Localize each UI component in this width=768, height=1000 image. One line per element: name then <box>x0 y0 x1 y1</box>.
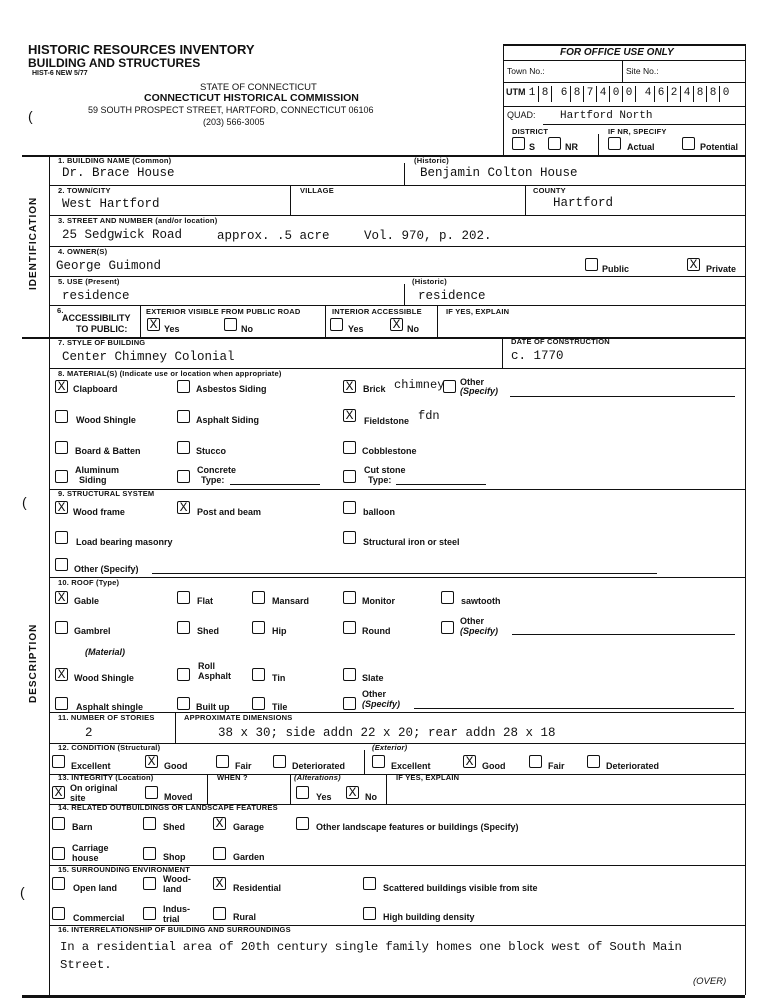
residential-label: Residential <box>233 883 282 893</box>
woodland-label-2: land <box>163 884 182 894</box>
struct-deteriorated-label: Deteriorated <box>292 761 346 771</box>
stories-value: 2 <box>85 726 93 740</box>
interrelationship-line-2: Street. <box>60 958 112 972</box>
volume-value: Vol. 970, p. 202. <box>364 229 492 243</box>
ext-deteriorated-checkbox[interactable] <box>587 755 600 768</box>
brick-checkbox[interactable]: X <box>343 380 356 393</box>
outbuilding-shed-checkbox[interactable] <box>143 817 156 830</box>
woodland-label: Wood- <box>163 874 191 884</box>
sawtooth-label: sawtooth <box>461 596 501 606</box>
tin-label: Tin <box>272 673 286 683</box>
use-historic-value: residence <box>418 289 486 303</box>
interior-accessible-label: INTERIOR ACCESSIBLE <box>332 307 422 316</box>
carriage-house-checkbox[interactable] <box>52 847 65 860</box>
wood-shingle-checkbox[interactable] <box>55 410 68 423</box>
asbestos-label: Asbestos Siding <box>196 384 267 394</box>
owner-public-label: Public <box>602 264 630 274</box>
landscape-other-checkbox[interactable] <box>296 817 309 830</box>
integrity-when-label: WHEN ? <box>217 773 248 782</box>
district-nr-label: NR <box>565 142 578 152</box>
owner-private-label: Private <box>706 264 737 274</box>
district-s-checkbox[interactable] <box>512 137 525 150</box>
asphalt-shingle-checkbox[interactable] <box>55 697 68 710</box>
carriage-house-label-2: house <box>72 853 99 863</box>
exterior-no-label: No <box>241 324 253 334</box>
ext-good-checkbox[interactable]: X <box>463 755 476 768</box>
district-s-label: S <box>529 142 536 152</box>
utm-digit-divider <box>609 86 610 102</box>
town-city-label: 2. TOWN/CITY <box>58 186 111 195</box>
margin-mark: ( <box>28 108 33 124</box>
nr-potential-label: Potential <box>700 142 739 152</box>
struct-fair-checkbox[interactable] <box>216 755 229 768</box>
town-no-label: Town No.: <box>507 66 545 76</box>
material-other-checkbox[interactable] <box>443 380 456 393</box>
nr-actual-label: Actual <box>627 142 655 152</box>
over-label: (OVER) <box>693 976 727 987</box>
asphalt-shingle-label: Asphalt shingle <box>76 702 144 712</box>
utm-digit: 0 <box>612 87 620 99</box>
wood-frame-label: Wood frame <box>73 507 125 517</box>
stucco-label: Stucco <box>196 446 227 456</box>
sawtooth-checkbox[interactable] <box>441 591 454 604</box>
ext-excellent-checkbox[interactable] <box>372 755 385 768</box>
margin-mark: ( <box>22 494 27 510</box>
clapboard-label: Clapboard <box>73 384 118 394</box>
flat-checkbox[interactable] <box>177 591 190 604</box>
style-label: 7. STYLE OF BUILDING <box>58 338 146 347</box>
struct-good-label: Good <box>164 761 188 771</box>
date-construction-label: DATE OF CONSTRUCTION <box>511 337 610 346</box>
stories-label: 11. NUMBER OF STORIES <box>58 713 155 722</box>
material-other-label: Other <box>460 377 485 387</box>
interior-no-checkbox[interactable]: X <box>390 318 403 331</box>
county-value: Hartford <box>553 196 614 210</box>
roof-wood-shingle-checkbox[interactable]: X <box>55 668 68 681</box>
ext-fair-label: Fair <box>548 761 565 771</box>
hip-checkbox[interactable] <box>252 621 265 634</box>
village-label: VILLAGE <box>300 186 334 195</box>
mansard-checkbox[interactable] <box>252 591 265 604</box>
cut-stone-type-label: Type: <box>368 475 392 485</box>
accessibility-label-2: TO PUBLIC: <box>76 324 128 334</box>
form-number: HIST-6 NEW 5/77 <box>32 70 88 77</box>
owner-public-checkbox[interactable] <box>585 258 598 271</box>
nr-actual-checkbox[interactable] <box>608 137 621 150</box>
utm-digit: 0 <box>625 87 633 99</box>
use-present-value: residence <box>62 289 130 303</box>
aluminum-label: Aluminum <box>75 465 119 475</box>
balloon-checkbox[interactable] <box>343 501 356 514</box>
shed-roof-label: Shed <box>197 626 220 636</box>
on-original-site-checkbox[interactable]: X <box>52 786 65 799</box>
utm-digit: 4 <box>644 87 652 99</box>
utm-digit-divider <box>667 86 668 102</box>
brick-note: chimney <box>394 378 445 392</box>
identification-section-label: IDENTIFICATION <box>28 196 39 290</box>
stucco-checkbox[interactable] <box>177 441 190 454</box>
utm-digit-divider <box>583 86 584 102</box>
post-beam-checkbox[interactable]: X <box>177 501 190 514</box>
utm-digit-divider <box>622 86 623 102</box>
concrete-label: Concrete <box>197 465 237 475</box>
utm-label: UTM <box>506 87 526 97</box>
building-common-name: Dr. Brace House <box>62 166 175 180</box>
slate-label: Slate <box>362 673 384 683</box>
round-checkbox[interactable] <box>343 621 356 634</box>
clapboard-checkbox[interactable]: X <box>55 380 68 393</box>
open-land-label: Open land <box>73 883 118 893</box>
concrete-checkbox[interactable] <box>177 470 190 483</box>
wood-shingle-label: Wood Shingle <box>76 415 136 425</box>
utm-digit-divider <box>693 86 694 102</box>
commission-name: CONNECTICUT HISTORICAL COMMISSION <box>144 92 359 104</box>
county-label: COUNTY <box>533 186 566 195</box>
shop-label: Shop <box>163 852 186 862</box>
street-value: 25 Sedgwick Road <box>62 228 183 242</box>
utm-digit-divider <box>654 86 655 102</box>
district-nr-checkbox[interactable] <box>548 137 561 150</box>
gambrel-label: Gambrel <box>74 626 111 636</box>
roof-material-label: (Material) <box>85 647 126 657</box>
building-historic-name: Benjamin Colton House <box>420 166 578 180</box>
monitor-label: Monitor <box>362 596 395 606</box>
owner-label: 4. OWNER(S) <box>58 247 108 256</box>
roof-other-label: Other <box>460 616 485 626</box>
carriage-house-label: Carriage <box>72 843 109 853</box>
shop-checkbox[interactable] <box>143 847 156 860</box>
utm-digit-divider <box>570 86 571 102</box>
owner-private-checkbox[interactable]: X <box>687 258 700 271</box>
garage-checkbox[interactable]: X <box>213 817 226 830</box>
utm-digit: 4 <box>683 87 691 99</box>
structural-other-label: Other (Specify) <box>74 564 139 574</box>
round-label: Round <box>362 626 391 636</box>
dimensions-value: 38 x 30; side addn 22 x 20; rear addn 28 x 18 <box>218 726 556 740</box>
roof-type-label: 10. ROOF (Type) <box>58 578 120 587</box>
utm-digit-divider <box>596 86 597 102</box>
roll-asphalt-checkbox[interactable] <box>177 668 190 681</box>
landscape-other-label: Other landscape features or buildings (Specify) <box>316 822 519 832</box>
industrial-label-2: trial <box>163 914 180 924</box>
fieldstone-note: fdn <box>418 409 440 423</box>
garden-label: Garden <box>233 852 265 862</box>
ext-deteriorated-label: Deteriorated <box>606 761 660 771</box>
struct-excellent-checkbox[interactable] <box>52 755 65 768</box>
interior-yes-label: Yes <box>348 324 364 334</box>
high-density-checkbox[interactable] <box>363 907 376 920</box>
condition-label: 12. CONDITION (Structural) <box>58 743 161 752</box>
roof-wood-shingle-label: Wood Shingle <box>74 673 134 683</box>
integrity-label: 13. INTEGRITY (Location) <box>58 773 154 782</box>
structural-label: 9. STRUCTURAL SYSTEM <box>58 489 155 498</box>
commercial-checkbox[interactable] <box>52 907 65 920</box>
utm-digits <box>527 84 743 104</box>
utm-digit: 8 <box>709 87 717 99</box>
condition-exterior-label: (Exterior) <box>372 743 408 752</box>
materials-label: 8. MATERIAL(S) (Indicate use or location when appropriate) <box>58 369 282 378</box>
nr-specify-label: IF NR, SPECIFY <box>608 127 667 136</box>
town-value: West Hartford <box>62 197 160 211</box>
utm-digit: 8 <box>573 87 581 99</box>
scattered-buildings-checkbox[interactable] <box>363 877 376 890</box>
structural-other-checkbox[interactable] <box>55 558 68 571</box>
utm-digit-divider <box>635 86 636 102</box>
wood-frame-checkbox[interactable]: X <box>55 501 68 514</box>
utm-digit-divider <box>719 86 720 102</box>
load-bearing-checkbox[interactable] <box>55 531 68 544</box>
aluminum-checkbox[interactable] <box>55 470 68 483</box>
garage-label: Garage <box>233 822 265 832</box>
struct-deteriorated-checkbox[interactable] <box>273 755 286 768</box>
interrelationship-label: 16. INTERRELATIONSHIP OF BUILDING AND SURROUNDINGS <box>58 925 291 934</box>
commercial-label: Commercial <box>73 913 125 923</box>
nr-potential-checkbox[interactable] <box>682 137 695 150</box>
utm-digit: 1 <box>528 87 536 99</box>
aluminum-label-2: Siding <box>79 475 107 485</box>
building-name-historic-label: (Historic) <box>414 156 449 165</box>
high-density-label: High building density <box>383 912 475 922</box>
utm-digit: 4 <box>599 87 607 99</box>
utm-digit: 8 <box>696 87 704 99</box>
quad-label: QUAD: <box>507 110 536 120</box>
commission-address: 59 SOUTH PROSPECT STREET, HARTFORD, CONNECTICUT 06106 <box>88 105 374 115</box>
utm-digit-divider <box>680 86 681 102</box>
form-subtitle: BUILDING AND STRUCTURES <box>28 56 201 70</box>
outbuilding-shed-label: Shed <box>163 822 186 832</box>
post-beam-label: Post and beam <box>197 507 262 517</box>
rural-checkbox[interactable] <box>213 907 226 920</box>
utm-digit: 7 <box>586 87 594 99</box>
asphalt-siding-checkbox[interactable] <box>177 410 190 423</box>
roof-other-checkbox[interactable] <box>441 621 454 634</box>
asbestos-checkbox[interactable] <box>177 380 190 393</box>
interior-no-label: No <box>407 324 419 334</box>
struct-excellent-label: Excellent <box>71 761 111 771</box>
owner-value: George Guimond <box>56 259 162 273</box>
open-land-checkbox[interactable] <box>52 877 65 890</box>
monitor-checkbox[interactable] <box>343 591 356 604</box>
exterior-yes-label: Yes <box>164 324 180 334</box>
office-use-title: FOR OFFICE USE ONLY <box>560 47 674 58</box>
shed-roof-checkbox[interactable] <box>177 621 190 634</box>
struct-good-checkbox[interactable]: X <box>145 755 158 768</box>
garden-checkbox[interactable] <box>213 847 226 860</box>
fieldstone-checkbox[interactable]: X <box>343 409 356 422</box>
structural-iron-label: Structural iron or steel <box>363 537 460 547</box>
hip-label: Hip <box>272 626 287 636</box>
gable-checkbox[interactable]: X <box>55 591 68 604</box>
form-title: HISTORIC RESOURCES INVENTORY <box>28 42 255 57</box>
acre-value: approx. .5 acre <box>217 229 330 243</box>
interior-yes-checkbox[interactable] <box>330 318 343 331</box>
asphalt-siding-label: Asphalt Siding <box>196 415 259 425</box>
use-historic-label: (Historic) <box>412 277 447 286</box>
flat-label: Flat <box>197 596 214 606</box>
tile-checkbox[interactable] <box>252 697 265 710</box>
street-label: 3. STREET AND NUMBER (and/or location) <box>58 216 218 225</box>
exterior-no-checkbox[interactable] <box>224 318 237 331</box>
mansard-label: Mansard <box>272 596 310 606</box>
residential-checkbox[interactable]: X <box>213 877 226 890</box>
gambrel-checkbox[interactable] <box>55 621 68 634</box>
ext-fair-checkbox[interactable] <box>529 755 542 768</box>
ext-excellent-label: Excellent <box>391 761 431 771</box>
balloon-label: balloon <box>363 507 395 517</box>
fieldstone-label: Fieldstone <box>364 416 410 426</box>
quad-value: Hartford North <box>560 110 653 122</box>
industrial-checkbox[interactable] <box>143 907 156 920</box>
load-bearing-label: Load bearing masonry <box>76 537 173 547</box>
roof-material-other-label: Other <box>362 689 387 699</box>
environment-label: 15. SURROUNDING ENVIRONMENT <box>58 865 191 874</box>
industrial-label: Indus- <box>163 904 190 914</box>
style-value: Center Chimney Colonial <box>62 350 235 364</box>
cut-stone-checkbox[interactable] <box>343 470 356 483</box>
roof-material-other-checkbox[interactable] <box>343 697 356 710</box>
built-up-label: Built up <box>196 702 230 712</box>
exterior-yes-checkbox[interactable]: X <box>147 318 160 331</box>
accessibility-num: 6. <box>57 306 64 315</box>
alterations-label: (Alterations) <box>294 773 341 782</box>
alterations-no-checkbox[interactable]: X <box>346 786 359 799</box>
structural-iron-checkbox[interactable] <box>343 531 356 544</box>
slate-checkbox[interactable] <box>343 668 356 681</box>
built-up-checkbox[interactable] <box>177 697 190 710</box>
outbuildings-label: 14. RELATED OUTBUILDINGS OR LANDSCAPE FEATURES <box>58 803 278 812</box>
site-no-label: Site No.: <box>626 66 659 76</box>
woodland-checkbox[interactable] <box>143 877 156 890</box>
utm-digit: 6 <box>657 87 665 99</box>
barn-label: Barn <box>72 822 93 832</box>
interrelationship-line-1: In a residential area of 20th century single family homes one block west of South Main <box>60 940 682 954</box>
material-specify-label: (Specify) <box>460 386 499 396</box>
board-batten-label: Board & Batten <box>75 446 141 456</box>
struct-fair-label: Fair <box>235 761 252 771</box>
moved-label: Moved <box>164 792 193 802</box>
utm-digit: 8 <box>541 87 549 99</box>
district-label: DISTRICT <box>512 127 549 136</box>
accessibility-label: ACCESSIBILITY <box>62 313 131 323</box>
exterior-visible-label: EXTERIOR VISIBLE FROM PUBLIC ROAD <box>146 307 301 316</box>
commission-phone: (203) 566-3005 <box>203 117 265 127</box>
tile-label: Tile <box>272 702 288 712</box>
scattered-buildings-label: Scattered buildings visible from site <box>383 883 538 893</box>
ext-good-label: Good <box>482 761 506 771</box>
dimensions-label: APPROXIMATE DIMENSIONS <box>184 713 293 722</box>
utm-digit-divider <box>551 86 552 102</box>
building-name-label: 1. BUILDING NAME (Common) <box>58 156 172 165</box>
gable-label: Gable <box>74 596 100 606</box>
roll-asphalt-label: Roll <box>198 661 215 671</box>
use-present-label: 5. USE (Present) <box>58 277 120 286</box>
utm-digit: 2 <box>670 87 678 99</box>
tin-checkbox[interactable] <box>252 668 265 681</box>
cobblestone-label: Cobblestone <box>362 446 417 456</box>
moved-checkbox[interactable] <box>145 786 158 799</box>
margin-mark: ( <box>20 884 25 900</box>
alterations-yes-label: Yes <box>316 792 332 802</box>
utm-digit: 0 <box>722 87 730 99</box>
alterations-yes-checkbox[interactable] <box>296 786 309 799</box>
board-batten-checkbox[interactable] <box>55 441 68 454</box>
rural-label: Rural <box>233 912 257 922</box>
integrity-explain-label: IF YES, EXPLAIN <box>396 773 460 782</box>
utm-digit-divider <box>538 86 539 102</box>
roof-specify-label: (Specify) <box>460 626 499 636</box>
cut-stone-label: Cut stone <box>364 465 406 475</box>
roof-material-specify-label: (Specify) <box>362 699 401 709</box>
cobblestone-checkbox[interactable] <box>343 441 356 454</box>
brick-label: Brick <box>363 384 386 394</box>
on-original-site-label-2: site <box>70 793 86 803</box>
roll-asphalt-label-2: Asphalt <box>198 671 232 681</box>
state-label: STATE OF CONNECTICUT <box>200 82 317 93</box>
utm-digit: 6 <box>560 87 568 99</box>
utm-digit-divider <box>706 86 707 102</box>
alterations-no-label: No <box>365 792 377 802</box>
accessibility-explain-label: IF YES, EXPLAIN <box>446 307 510 316</box>
on-original-site-label: On original <box>70 783 118 793</box>
concrete-type-label: Type: <box>201 475 225 485</box>
date-value: c. 1770 <box>511 349 564 363</box>
description-section-label: DESCRIPTION <box>28 623 39 703</box>
barn-checkbox[interactable] <box>52 817 65 830</box>
